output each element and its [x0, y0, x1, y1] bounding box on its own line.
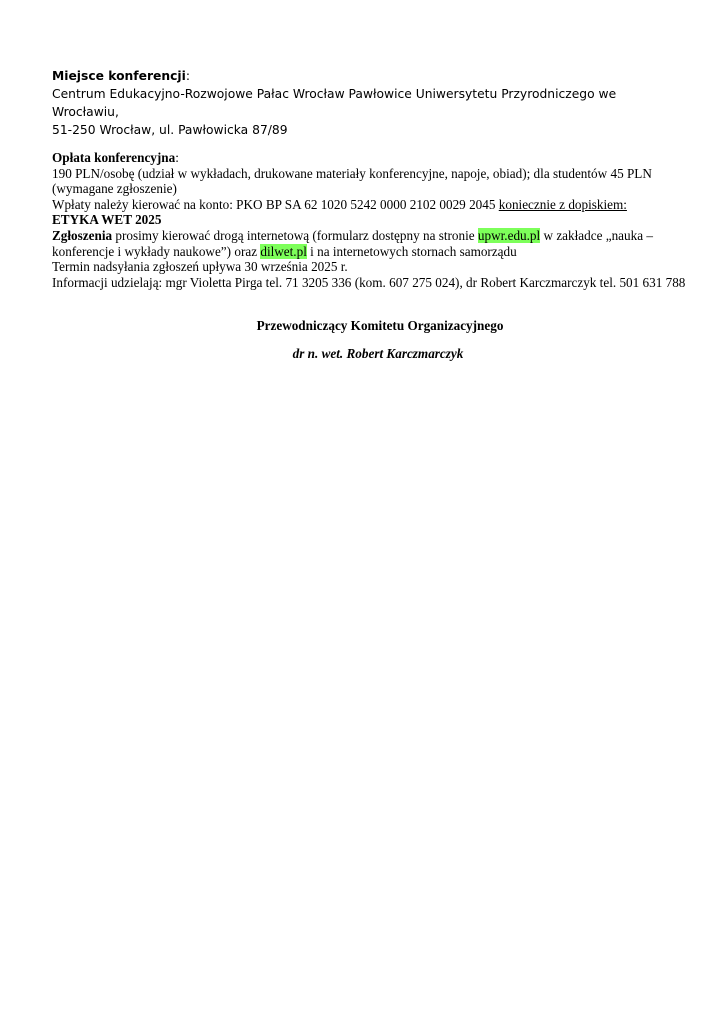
- deadline-text: Termin nadsyłania zgłoszeń upływa 30 września 2025 r.: [52, 259, 348, 275]
- venue-address-line2: 51-250 Wrocław, ul. Pawłowicka 87/89: [52, 123, 288, 137]
- fee-heading: [52, 150, 692, 166]
- registration-info: [52, 228, 692, 259]
- payment-note: koniecznie z dopiskiem:: [498, 196, 627, 212]
- upwr-link[interactable]: upwr.edu.pl: [477, 227, 541, 243]
- registration-text2: w zakładce „nauka – konferencje i wykłady naukowe”) oraz: [52, 227, 653, 259]
- fee-label: Opłata konferencyjna: [52, 150, 176, 165]
- registration-text3: i na internetowych stornach samorządu: [306, 243, 517, 259]
- venue-label: Miejsce konferencji: [52, 69, 186, 83]
- venue-address-line1: Centrum Edukacyjno-Rozwojowe Pałac Wrocław Pawłowice Uniwersytetu Przyrodniczego we Wrocławiu,: [52, 87, 617, 119]
- fee-amount: 190 PLN/osobę (udział w wykładach, drukowane materiały konferencyjne, napoje, obiad); dla studentów 45 PLN (wymagane zgłoszenie): [52, 165, 652, 197]
- signature-name: dr n. wet. Robert Karczmarczyk: [292, 346, 464, 361]
- venue-section: [52, 67, 682, 139]
- fee-colon: :: [175, 150, 179, 165]
- registration-label: Zgłoszenia: [52, 227, 113, 243]
- fee-section: [52, 150, 692, 290]
- dilwet-link[interactable]: dilwet.pl: [260, 243, 307, 259]
- venue-colon: :: [185, 69, 191, 83]
- venue-heading: [52, 67, 682, 85]
- payment-account: Wpłaty należy kierować na konto: PKO BP SA 62 1020 5242 0000 2102 0029 2045: [52, 196, 499, 212]
- registration-text1: prosimy kierować drogą internetową (formularz dostępny na stronie: [112, 227, 478, 243]
- signature-role: Przewodniczący Komitetu Organizacyjnego: [256, 318, 504, 333]
- contact-info: Informacji udzielają: mgr Violetta Pirga tel. 71 3205 336 (kom. 607 275 024), dr Robert Karczmarczyk tel. 501 631 788: [52, 274, 686, 290]
- payment-title: ETYKA WET 2025: [52, 212, 162, 228]
- payment-info: [52, 197, 692, 213]
